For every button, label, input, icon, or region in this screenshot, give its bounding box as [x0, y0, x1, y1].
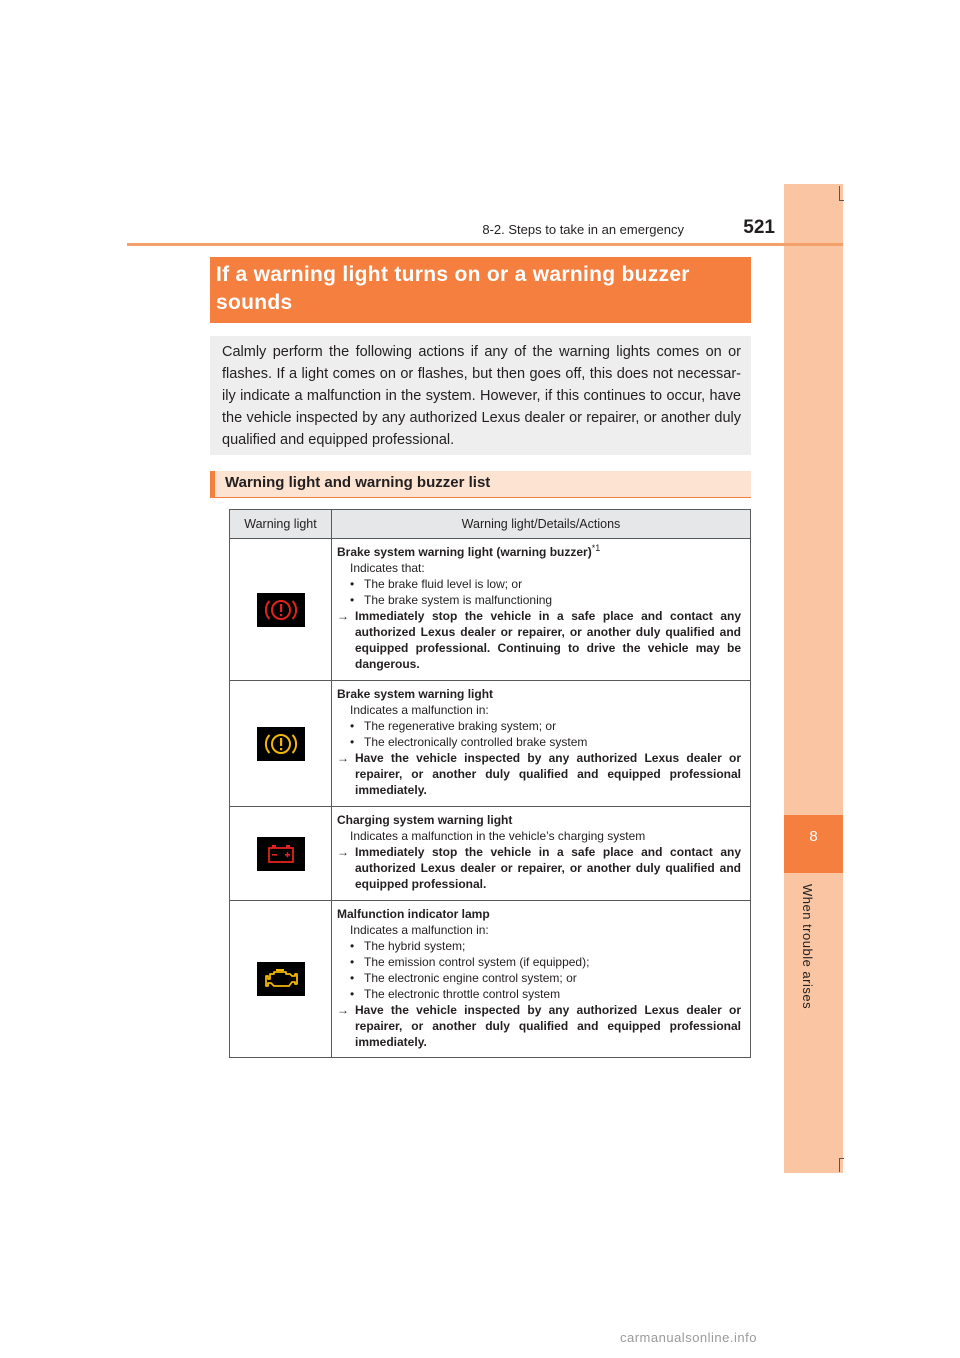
light-title: Malfunction indicator lamp [337, 906, 490, 921]
light-title: Brake system warning light [337, 687, 494, 701]
light-title: Brake system warning light (warning buzzer) [337, 545, 592, 559]
bullet-glyph: • [350, 735, 355, 749]
table-row [230, 681, 751, 807]
bullet-glyph: • [350, 970, 355, 985]
table-row [230, 807, 751, 901]
arrow-glyph: → [337, 1002, 349, 1017]
page-title-line2: sounds [216, 291, 293, 314]
crop-mark-top [839, 186, 840, 200]
footnote-ref[interactable]: *1 [591, 543, 601, 553]
light-intro: Indicates a malfunction in the vehicle’s charging system [350, 829, 646, 843]
watermark: carmanualsonline.info [620, 1330, 757, 1345]
crop-mark-bottom-foot [839, 1158, 844, 1159]
table-row [230, 539, 751, 681]
light-action: Immediately stop the vehicle in a safe place and contact any authorized Lexus dealer or repairer, or another duly qualified and equipped professional. [355, 845, 741, 891]
brake-warning-yellow-icon [257, 727, 305, 761]
bullet-glyph: • [350, 577, 355, 591]
light-intro: Indicates that: [350, 561, 425, 575]
light-bullet: The brake system is malfunctioning [364, 593, 553, 607]
bullet-glyph: • [350, 719, 355, 733]
light-action: Have the vehicle inspected by any authorized Lexus dealer or repairer, or another duly qualified and equipped professional immediately. [355, 1002, 741, 1049]
light-intro: Indicates a malfunction in: [350, 703, 489, 717]
bullet-glyph: • [350, 593, 355, 607]
bullet-glyph: • [350, 986, 355, 1001]
column-header-warning-light: Warning light [230, 510, 332, 539]
page-title [210, 257, 751, 323]
battery-charging-icon [257, 837, 305, 871]
light-bullet: The electronic throttle control system [364, 986, 561, 1001]
light-bullet: The regenerative braking system; or [364, 719, 557, 733]
light-action: Have the vehicle inspected by any authorized Lexus dealer or repairer, or another duly qualified and equipped professional immediately. [355, 751, 741, 797]
crop-mark-bottom [839, 1158, 840, 1172]
section-title: 8-2. Steps to take in an emergency [482, 222, 684, 237]
table-row [230, 901, 751, 1058]
arrow-glyph: → [337, 751, 349, 765]
warning-light-table [229, 509, 751, 1058]
table-header-row [230, 510, 751, 539]
bullet-glyph: • [350, 938, 355, 953]
light-bullet: The electronic engine control system; or [364, 970, 577, 985]
chapter-side-tab [784, 184, 843, 1173]
light-bullet: The brake fluid level is low; or [364, 577, 523, 591]
column-header-details: Warning light/Details/Actions [332, 510, 751, 539]
arrow-glyph: → [337, 609, 349, 623]
page-title-line1: If a warning light turns on or a warning buzzer [216, 263, 690, 286]
light-bullet: The hybrid system; [364, 938, 466, 953]
check-engine-icon [257, 962, 305, 996]
light-bullet: The emission control system (if equipped); [364, 954, 590, 969]
intro-text: Calmly perform the following actions if any of the warning lights comes on or flashes. If a light comes on or flashes, but then goes off, this does not necessar-ily indicate a malfunction in the system. However, if this continues to occur, have the vehicle inspected by any authorized Lexus dealer or repairer, or another duly qualified and equipped professional. [210, 336, 751, 455]
page-number: 521 [743, 217, 775, 238]
bullet-glyph: • [350, 954, 355, 969]
chapter-label: When trouble arises [800, 884, 815, 1010]
header-rule [127, 243, 843, 246]
light-bullet: The electronically controlled brake system [364, 735, 588, 749]
crop-mark-top-foot [839, 200, 844, 201]
light-action: Immediately stop the vehicle in a safe place and contact any authorized Lexus dealer or repairer, or another duly qualified and equipped professional. Continuing to drive the vehicle may be dangerous. [355, 609, 741, 671]
brake-warning-red-icon [257, 593, 305, 627]
light-title: Charging system warning light [337, 813, 513, 827]
arrow-glyph: → [337, 845, 349, 859]
light-intro: Indicates a malfunction in: [350, 922, 489, 937]
chapter-number: 8 [809, 828, 818, 845]
subheading: Warning light and warning buzzer list [210, 471, 751, 498]
